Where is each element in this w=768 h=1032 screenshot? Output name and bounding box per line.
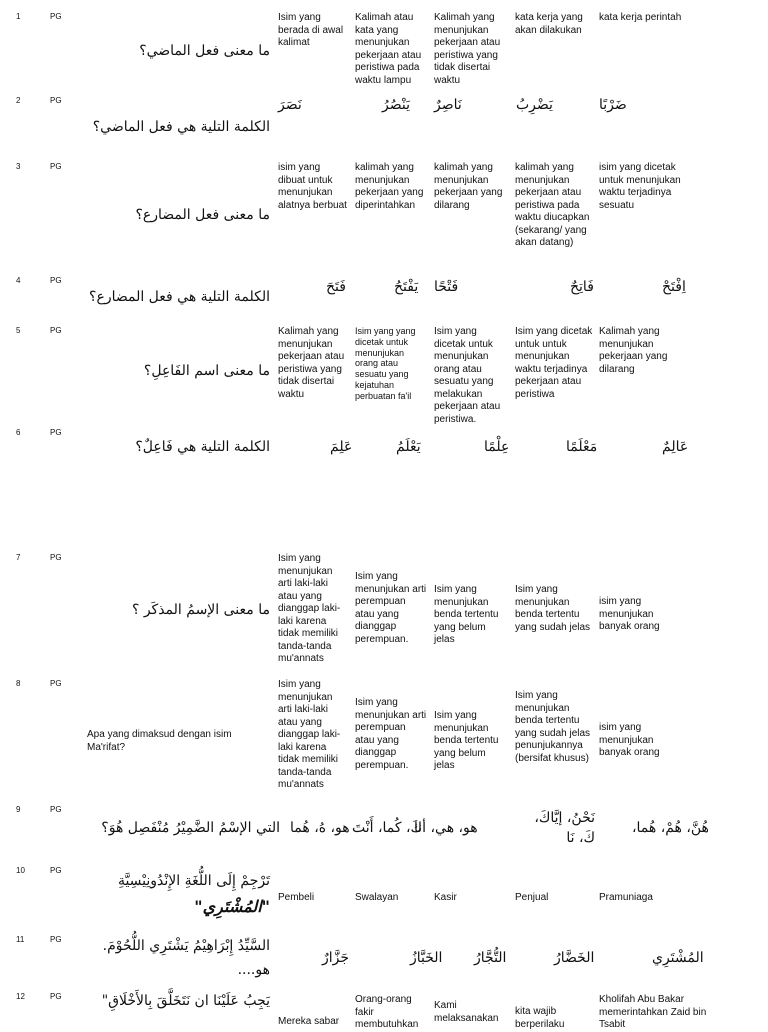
option-e: isim yang menunjukan banyak orang	[599, 596, 660, 632]
question-text: تَرْجِمْ إِلَى اللُّغَةِ الإِنْدُونِيْسِيَّةِ	[117, 873, 270, 889]
question-type: PG	[50, 553, 62, 562]
option-e: Kholifah Abu Bakar memerintahkan Zaid bin Tsabit	[599, 994, 707, 1030]
question-type: PG	[50, 12, 62, 21]
question-type: PG	[50, 96, 62, 105]
question-type: PG	[50, 162, 62, 171]
option-c: نَاصِرٌ	[434, 97, 462, 113]
option-b: Isim yang yang dicetak untuk menunjukan orang atau sesuatu yang kejatuhan perbuatan fa'il	[355, 326, 416, 401]
question-row	[0, 96, 768, 156]
option-a: هو، هُ، هُما	[290, 820, 350, 836]
question-text: التي الإسْمُ الضَّمِيْرُ مُنْفَصِل هُوَ؟	[101, 820, 280, 836]
option-e: هُنَّ، هُمْ، هُما،	[632, 820, 709, 836]
question-number: 2	[16, 96, 21, 105]
option-c: Kami melaksanakan	[434, 1000, 499, 1024]
question-term: "المُشْتَرِي"	[194, 897, 270, 916]
question-type: PG	[50, 679, 62, 688]
question-number: 8	[16, 679, 21, 688]
question-number: 3	[16, 162, 21, 171]
option-b: Swalayan	[355, 892, 399, 903]
question-type: PG	[50, 992, 62, 1001]
question-row	[0, 12, 768, 92]
question-number: 5	[16, 326, 21, 335]
question-number: 6	[16, 428, 21, 437]
option-d: مَعْلَمًا	[566, 439, 598, 455]
option-a: Isim yang berada di awal kalimat	[278, 12, 344, 48]
option-a: Pembeli	[278, 892, 315, 903]
question-number: 9	[16, 805, 21, 814]
option-e: Kalimah yang menunjukan pekerjaan yang dilarang	[599, 326, 668, 375]
question-text: ما معنى الإسمُ المذكَر ؟	[131, 602, 270, 618]
option-e: kata kerja perintah	[599, 12, 682, 23]
option-d: kalimah yang menunjukan pekerjaan atau peristiwa pada waktu diucapkan (sekarang/ yang akan datang)	[515, 162, 590, 248]
question-text: ما معنى اسم الفَاعِلِ؟	[143, 363, 270, 379]
question-row	[0, 428, 768, 488]
option-b: Isim yang menunjukan arti perempuan atau yang dianggap perempuan.	[355, 697, 427, 771]
question-row	[0, 992, 768, 1030]
question-type: PG	[50, 805, 62, 814]
question-number: 10	[16, 866, 25, 875]
option-d: الخَضَّارُ	[554, 950, 595, 966]
question-number: 1	[16, 12, 21, 21]
question-text: ما معنى فعل المضارع؟	[135, 207, 270, 223]
question-number: 11	[16, 935, 25, 944]
option-c: kalimah yang menunjukan pekerjaan yang dilarang	[434, 162, 503, 211]
question-row	[0, 553, 768, 679]
question-type: PG	[50, 326, 62, 335]
option-d: Penjual	[515, 892, 549, 903]
question-number: 4	[16, 276, 21, 285]
option-b: Kalimah atau kata yang menunjukan pekerjaan atau peristiwa pada waktu lampu	[355, 12, 422, 86]
question-row	[0, 935, 768, 991]
question-type: PG	[50, 428, 62, 437]
option-b: الخَبَّازُ	[410, 950, 443, 966]
question-number: 7	[16, 553, 21, 562]
question-text: الكلمة التلية هي فعل المضارع؟	[89, 289, 270, 305]
option-a: Kalimah yang menunjukan pekerjaan atau peristiwa yang tidak disertai waktu	[278, 326, 345, 400]
option-e: عَالِمٌ	[662, 439, 689, 455]
question-text: يَجِبُ عَلَيْنَا ان نَتَخَلَّقَ بِالأَخْلَاقِ"	[101, 993, 270, 1009]
question-type: PG	[50, 276, 62, 285]
option-d: فَاتِحٌ	[570, 279, 594, 295]
option-b: Isim yang menunjukan arti perempuan atau yang dianggap perempuan.	[355, 571, 427, 645]
option-b: Orang-orang fakir membutuhkan	[355, 994, 419, 1030]
option-c: التُّجَّارُ	[474, 950, 507, 966]
option-a: عَلِمَ	[330, 439, 353, 455]
option-e: isim yang menunjukan banyak orang	[599, 722, 660, 758]
option-b: يَفْتَحُ	[394, 279, 419, 295]
question-text: الكلمة التلية هي فَاعِلٌ؟	[135, 439, 270, 455]
option-e: ضَرْبًا	[599, 97, 627, 113]
option-c: Isim yang menunjukan benda tertentu yang belum jelas	[434, 710, 499, 771]
question-row	[0, 866, 768, 926]
option-c: Kalimah yang menunjukan pekerjaan atau peristiwa yang tidak disertai waktu	[434, 12, 501, 86]
option-d: Isim yang menunjukan benda tertentu yang sudah jelas penunjukannya (bersifat khusus)	[515, 690, 591, 764]
question-row	[0, 276, 768, 320]
option-e: isim yang dicetak untuk menunjukan waktu terjadinya sesuatu	[599, 162, 681, 211]
option-a: Mereka sabar	[278, 1016, 340, 1027]
option-a: جَزَّارٌ	[322, 950, 350, 966]
option-d: Isim yang dicetak untuk untuk menunjukan waktu terjadinya pekerjaan atau peristiwa	[515, 326, 593, 400]
question-row	[0, 805, 768, 863]
option-a: Isim yang menunjukan arti laki-laki atau yang dianggap laki-laki karena tidak memiliki tanda-tanda mu'annats	[278, 553, 341, 664]
question-type: PG	[50, 935, 62, 944]
option-b: كَ، كُما، أَنْتَ	[352, 820, 423, 836]
option-e: اِفْتَحْ	[662, 279, 686, 295]
option-d: Isim yang menunjukan benda tertentu yang sudah jelas	[515, 584, 591, 633]
question-text: السَّيِّدُ إِبْرَاهِيْمُ يَشْتَرِي اللُّحُوْمَ.	[102, 938, 270, 954]
option-c: Isim yang menunjukan benda tertentu yang belum jelas	[434, 584, 499, 645]
option-c: هو، هي، أنا	[414, 820, 478, 836]
question-continuation: هو....	[237, 962, 270, 978]
option-b: يَعْلَمُ	[396, 439, 421, 455]
option-b: kalimah yang menunjukan pekerjaan yang diperintahkan	[355, 162, 424, 211]
option-d: kata kerja yang akan dilakukan	[515, 12, 583, 36]
question-row	[0, 679, 768, 803]
option-c: Kasir	[434, 892, 457, 903]
option-d: يَضْرِبُ	[516, 97, 553, 113]
option-a: نَصَرَ	[278, 97, 302, 113]
question-type: PG	[50, 866, 62, 875]
question-row	[0, 162, 768, 272]
question-number: 12	[16, 992, 25, 1001]
option-c: Isim yang dicetak untuk menunjukan orang atau sesuatu yang melakukan pekerjaan atau peristiwa.	[434, 326, 501, 425]
option-e: المُشْتَرِي	[652, 950, 704, 966]
option-e: Pramuniaga	[599, 892, 653, 903]
option-c: فَتْحًا	[434, 279, 459, 295]
option-a: فَتَحَ	[326, 279, 346, 295]
question-text: Apa yang dimaksud dengan isim Ma'rifat?	[87, 729, 232, 753]
option-b: يَنْصُرُ	[382, 97, 410, 113]
option-a: isim yang dibuat untuk menunjukan alatnya berbuat	[278, 162, 347, 211]
question-text: ما معنى فعل الماضي؟	[139, 43, 270, 59]
question-text: الكلمة التلية هي فعل الماضي؟	[92, 119, 270, 135]
option-c: عِلْمًا	[484, 439, 510, 455]
question-row	[0, 326, 768, 426]
option-d: kita wajib berperilaku	[515, 1006, 565, 1030]
option-d: نَحْنُ، إيَّاكَ، كَ، نَا	[534, 810, 595, 846]
option-a: Isim yang menunjukan arti laki-laki atau yang dianggap laki-laki karena tidak memiliki tanda-tanda mu'annats	[278, 679, 341, 790]
